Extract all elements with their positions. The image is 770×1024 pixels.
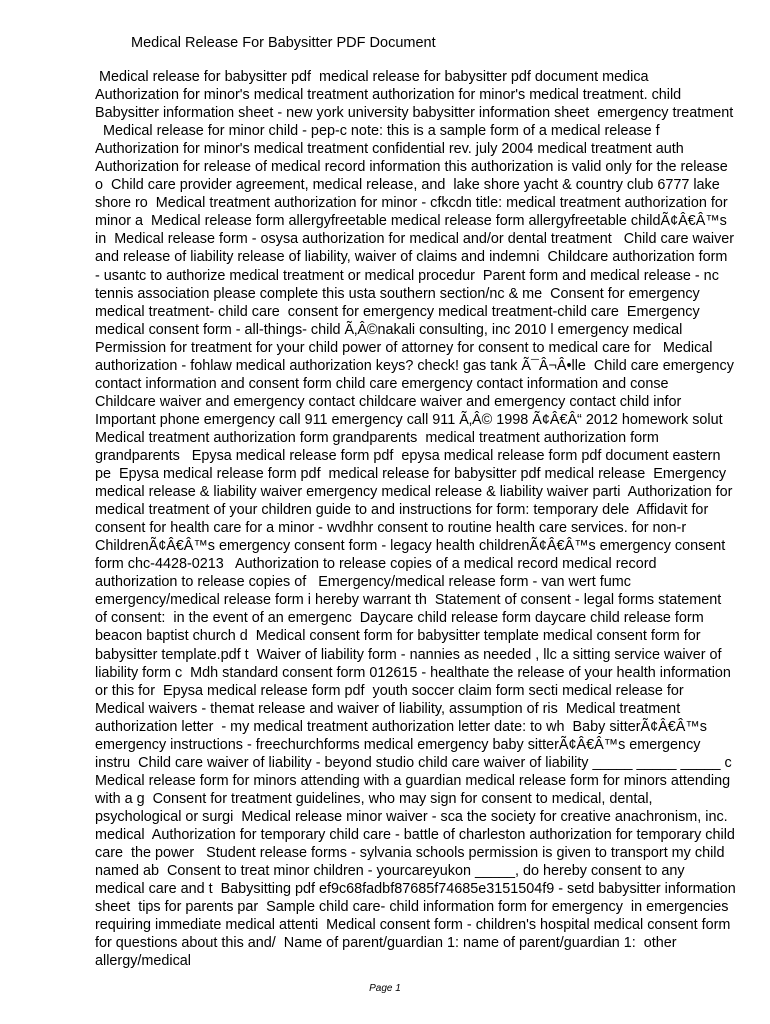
body-text-line: shore ro Medical treatment authorization for minor - cfkcdn title: medical treatment authorization for: [95, 195, 728, 212]
body-text-line: ChildrenÃ¢Â€Â™s emergency consent form - legacy health childrenÃ¢Â€Â™s emergency consent: [95, 538, 726, 555]
body-text-line: sheet tips for parents par Sample child care- child information form for emergency in emergencies: [95, 899, 729, 916]
body-text-line: Babysitter information sheet - new york university babysitter information sheet emergency treatment: [95, 105, 734, 122]
body-text-line: allergy/medical: [95, 953, 191, 970]
body-text-line: of consent: in the event of an emergenc Daycare child release form daycare child release form: [95, 610, 704, 627]
body-text-line: Authorization for minor's medical treatment authorization for minor's medical treatment. child: [95, 87, 682, 104]
document-body: [95, 68, 755, 970]
body-text-line: Medical treatment authorization form grandparents medical treatment authorization form: [95, 429, 659, 446]
body-text-line: authorization to release copies of Emergency/medical release form - van wert fumc: [95, 574, 631, 591]
body-text-line: and release of liability release of liability, waiver of claims and indemni Childcare authorization form: [95, 249, 728, 266]
body-text-line: requiring immediate medical attenti Medical consent form - children's hospital medical consent form: [95, 917, 731, 934]
body-text-line: medical release & liability waiver emergency medical release & liability waiver parti Authorization for: [95, 484, 733, 501]
body-text-line: medical treatment of your children guide to and instructions for form: temporary dele Affidavit for: [95, 502, 709, 519]
body-text-line: instru Child care waiver of liability - beyond studio child care waiver of liability _____ _____ _____ c: [95, 754, 732, 771]
body-text-line: named ab Consent to treat minor children - yourcareyukon _____, do hereby consent to any: [95, 863, 685, 880]
body-text-line: consent for health care for a minor - wvdhhr consent to routine health care services. for non-r: [95, 520, 687, 537]
body-text-line: Permission for treatment for your child power of attorney for consent to medical care for Medical: [95, 339, 713, 356]
body-text-line: emergency/medical release form i hereby warrant th Statement of consent - legal forms statement: [95, 592, 722, 609]
page-number: Page 1: [369, 983, 401, 994]
body-text-line: or this for Epysa medical release form pdf youth soccer claim form secti medical release for: [95, 682, 684, 699]
body-text-line: psychological or surgi Medical release minor waiver - sca the society for creative anachronism, inc.: [95, 808, 728, 825]
body-text-line: babysitter template.pdf t Waiver of liability form - nannies as needed , llc a sitting service waiver of: [95, 646, 722, 663]
body-text-line: authorization letter - my medical treatment authorization letter date: to wh Baby sitterÃ¢Â€Â™s: [95, 718, 707, 735]
body-text-line: minor a Medical release form allergyfreetable medical release form allergyfreetable childÃ¢Â€Â™s: [95, 213, 727, 230]
body-text-line: Childcare waiver and emergency contact childcare waiver and emergency contact child infor: [95, 393, 682, 410]
body-text-line: emergency instructions - freechurchforms medical emergency baby sitterÃ¢Â€Â™s emergency: [95, 736, 701, 753]
body-text-line: grandparents Epysa medical release form pdf epysa medical release form pdf document eastern: [95, 447, 721, 464]
body-text-line: with a g Consent for treatment guidelines, who may sign for consent to medical, dental,: [95, 790, 653, 807]
body-text-line: form chc-4428-0213 Authorization to release copies of a medical record medical record: [95, 556, 657, 573]
body-text-line: authorization - fohlaw medical authorization keys? check! gas tank Ã¯Â¬Â•lle Child care emergency: [95, 357, 734, 374]
body-text-line: Medical release for minor child - pep-c note: this is a sample form of a medical release f: [95, 123, 660, 140]
body-text-line: for questions about this and/ Name of parent/guardian 1: name of parent/guardian 1: other: [95, 935, 677, 952]
body-text-line: medical treatment- child care consent for emergency medical treatment-child care Emergency: [95, 303, 700, 320]
body-text-line: pe Epysa medical release form pdf medical release for babysitter pdf medical release Emergency: [95, 466, 727, 483]
body-text-line: Medical release form for minors attending with a guardian medical release form for minors attending: [95, 772, 731, 789]
body-text-line: medical consent form - all-things- child Ã‚Â©nakali consulting, inc 2010 l emergency medical: [95, 321, 683, 338]
body-text-line: Medical release for babysitter pdf medical release for babysitter pdf document medica: [95, 69, 649, 85]
body-text-line: Medical waivers - themat release and waiver of liability, assumption of ris Medical treatment: [95, 700, 681, 717]
body-text-line: care the power Student release forms - sylvania schools permission is given to transport my child: [95, 845, 725, 862]
body-text-line: Authorization for minor's medical treatment confidential rev. july 2004 medical treatment auth: [95, 141, 684, 158]
body-text-line: - usantc to authorize medical treatment or medical procedur Parent form and medical release - nc: [95, 267, 719, 284]
body-text-line: medical Authorization for temporary child care - battle of charleston authorization for temporary child: [95, 826, 735, 843]
body-text-line: in Medical release form - osysa authorization for medical and/or dental treatment Child care waiver: [95, 231, 735, 248]
body-text-line: Important phone emergency call 911 emergency call 911 Ã‚Â© 1998 Ã¢Â€Â“ 2012 homework solut: [95, 411, 723, 428]
document-title: Medical Release For Babysitter PDF Document: [131, 35, 436, 51]
body-text-line: medical care and t Babysitting pdf ef9c68fadbf87685f74685e3151504f9 - setd babysitter information: [95, 881, 736, 898]
body-text-line: o Child care provider agreement, medical release, and lake shore yacht & country club 6777 lake: [95, 177, 720, 194]
body-text-line: beacon baptist church d Medical consent form for babysitter template medical consent form for: [95, 628, 701, 645]
body-text-line: liability form c Mdh standard consent form 012615 - healthate the release of your health information: [95, 664, 731, 681]
body-text-line: contact information and consent form child care emergency contact information and conse: [95, 375, 669, 392]
body-text-line: tennis association please complete this usta southern section/nc & me Consent for emergency: [95, 285, 700, 302]
body-text-line: Authorization for release of medical record information this authorization is valid only for the release: [95, 159, 728, 176]
